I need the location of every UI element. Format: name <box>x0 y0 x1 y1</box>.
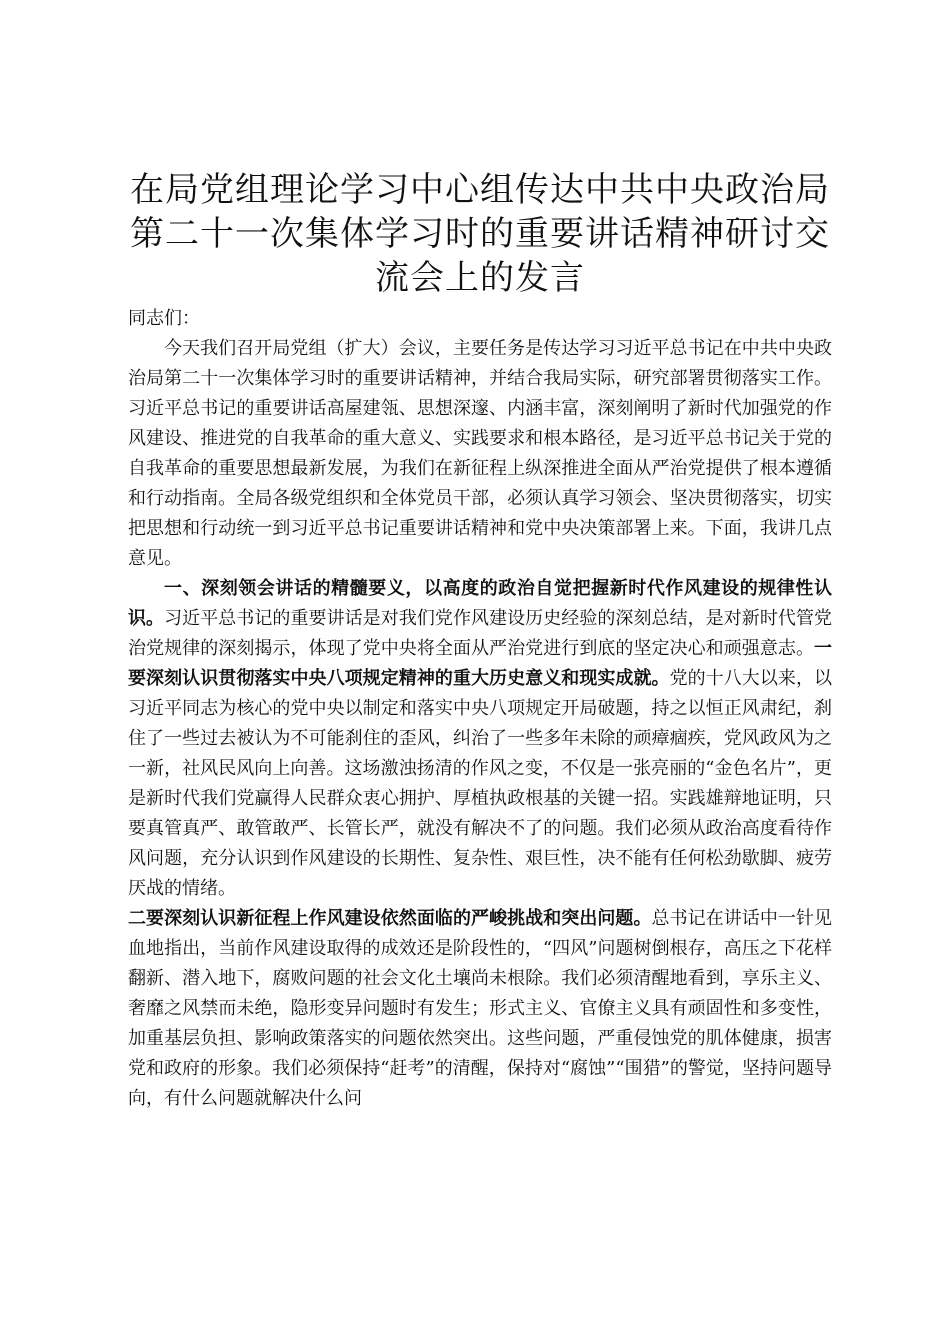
intro-paragraph: 今天我们召开局党组（扩大）会议，主要任务是传达学习习近平总书记在中共中央政治局第二十一次集体学习时的重要讲话精神，并结合我局实际，研究部署贯彻落实工作。习近平总书记的重要讲话高屋建瓴、思想深邃、内涵丰富，深刻阐明了新时代加强党的作风建设、推进党的自我革命的重大意义、实践要求和根本路径，是习近平总书记关于党的自我革命的重要思想最新发展，为我们在新征程上纵深推进全面从严治党提供了根本遵循和行动指南。全局各级党组织和全体党员干部，必须认真学习领会、坚决贯彻落实，切实把思想和行动统一到习近平总书记重要讲话精神和党中央决策部署上来。下面，我讲几点意见。 <box>128 338 832 569</box>
title-line-1: 在局党组理论学习中心组传达中共中央政治局 <box>130 170 830 210</box>
title-line-2: 第二十一次集体学习时的重要讲话精神研讨交 <box>130 214 830 254</box>
title-line-3: 流会上的发言 <box>375 258 585 298</box>
point-two-heading: 二要深刻认识新征程上作风建设依然面临的严峻挑战和突出问题。 <box>128 908 652 929</box>
section-one-text: 习近平总书记的重要讲话是对我们党作风建设历史经验的深刻总结，是对新时代管党治党规律的深刻揭示，体现了党中央将全面从严治党进行到底的坚定决心和顽强意志。 <box>128 608 833 659</box>
greeting: 同志们： <box>128 308 200 329</box>
point-one-heading: 一要深刻认识贯彻落实中央八项规定精神的重大历史意义和现实成就。 <box>128 638 832 689</box>
point-two-text: 总书记在讲话中一针见血地指出，当前作风建设取得的成效还是阶段性的，“四风”问题树倒根存，高压之下花样翻新、潜入地下，腐败问题的社会文化土壤尚未根除。我们必须清醒地看到，享乐主义、奢靡之风禁而未绝，隐形变异问题时有发生；形式主义、官僚主义具有顽固性和多变性，加重基层负担、影响政策落实的问题依然突出。这些问题，严重侵蚀党的肌体健康，损害党和政府的形象。我们必须保持“赶考”的清醒，保持对“腐蚀”“围猎”的警觉，坚持问题导向，有什么问题就解决什么问 <box>128 908 833 1109</box>
document-title <box>128 168 832 300</box>
document-page <box>128 168 832 1114</box>
section-one-heading: 一、深刻领会讲话的精髓要义，以高度的政治自觉把握新时代作风建设的规律性认识。 <box>128 578 832 629</box>
point-two-paragraph <box>128 904 832 1114</box>
section-one-paragraph <box>128 574 832 904</box>
point-one-text: 党的十八大以来，以习近平同志为核心的党中央以制定和落实中央八项规定开局破题，持之以恒正风肃纪，刹住了一些过去被认为不可能刹住的歪风，纠治了一些多年未除的顽瘴痼疾，党风政风为之一新，社风民风向上向善。这场激浊扬清的作风之变，不仅是一张亮丽的“金色名片”，更是新时代我们党赢得人民群众衷心拥护、厚植执政根基的关键一招。实践雄辩地证明，只要真管真严、敢管敢严、长管长严，就没有解决不了的问题。我们必须从政治高度看待作风问题，充分认识到作风建设的长期性、复杂性、艰巨性，决不能有任何松劲歇脚、疲劳厌战的情绪。 <box>128 668 832 899</box>
